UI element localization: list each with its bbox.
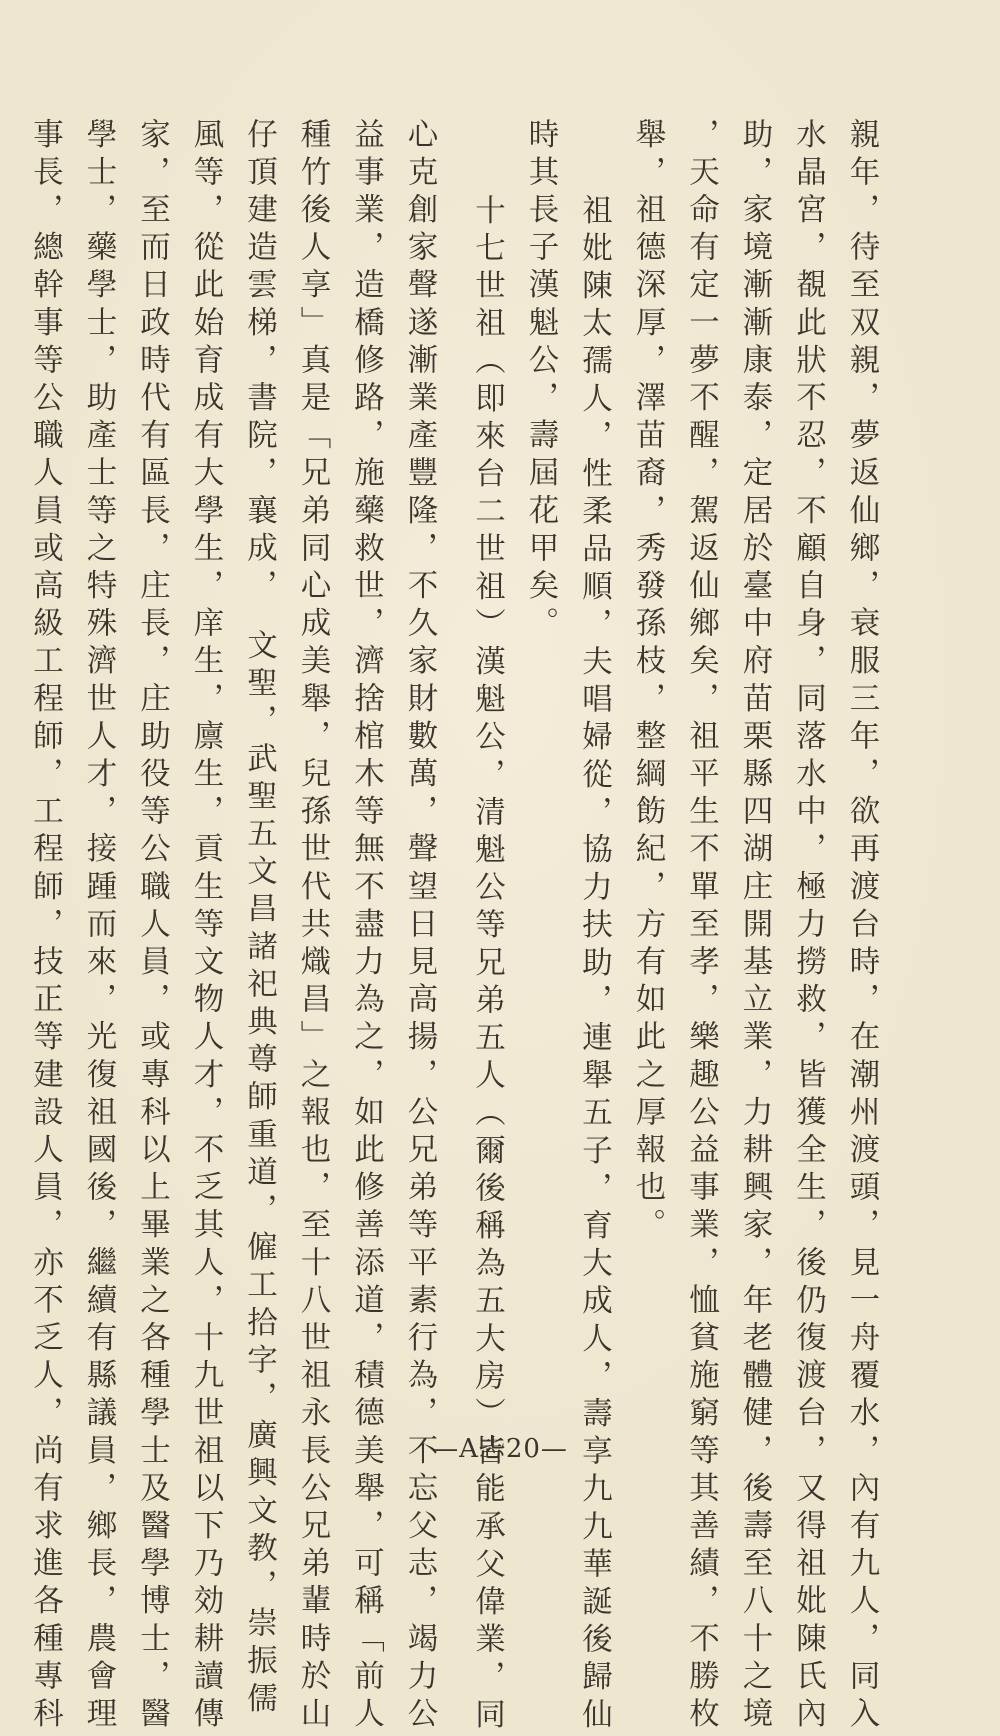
text-column: 心克創家聲遂漸業產豐隆，不久家財數萬，聲望日見高揚，公兄弟等平素行為，不忘父志，竭力公	[402, 118, 437, 1735]
text-column: 祖妣陳太孺人，性柔品順，夫唱婦從，協力扶助，連舉五子，育大成人，壽享九九華誕後歸仙	[576, 194, 612, 1736]
text-column: ，天命有定一夢不醒，駕返仙鄉矣，祖平生不單至孝，樂趣公益事業，恤貧施窮等其善績，不勝枚	[683, 118, 719, 1735]
text-column: 助，家境漸漸康泰，定居於臺中府苗栗縣四湖庄開基立業，力耕興家，年老體健，後壽至八十之境	[737, 118, 772, 1735]
text-column: 事長，總幹事等公職人員或高級工程師，工程師，技正等建設人員，亦不乏人，尚有求進各種專科	[27, 118, 63, 1735]
text-column: 家，至而日政時代有區長，庄長，庄助役等公職人員，或專科以上畢業之各種學士及醫學博士，醫	[134, 118, 170, 1735]
text-column: 水晶宮，覩此狀不忍，不顧自身，同落水中，極力撈救，皆獲全生，後仍復渡台，又得祖妣陳氏內	[790, 118, 826, 1735]
text-column: 十七世祖（即來台二世祖）漢魁公，清魁公等兄弟五人（爾後稱為五大房）皆能承父偉業，同	[469, 194, 505, 1736]
text-column: 舉，祖德深厚，澤苗裔，秀發孫枝，整綱飭紀，方有如此之厚報也。	[630, 118, 665, 1246]
page-number: —A志20—	[432, 1434, 568, 1464]
text-column: 種竹後人享」真是「兄弟同心成美舉，兒孫世代共熾昌」之報也，至十八世祖永長公兄弟輩時於山	[295, 118, 330, 1735]
text-column: 仔頂建造雲梯，書院，襄成， 文聖，武聖五文昌諸祀典尊師重道，僱工拾字，廣興文教，崇振儒	[241, 118, 277, 1720]
text-column: 學士，藥學士，助產士等之特殊濟世人才，接踵而來，光復祖國後，繼續有縣議員，鄉長，農會理	[81, 118, 116, 1735]
text-column: 時其長子漢魁公，壽屆花甲矣。	[523, 118, 558, 645]
text-column: 親年，待至双親，夢返仙鄉，衰服三年，欲再渡台時，在潮州渡頭，見一舟覆水，內有九人，同入	[844, 118, 879, 1735]
text-column: 益事業，造橋修路，施藥救世，濟捨棺木等無不盡力為之，如此修善添道，積德美舉，可稱「前人	[348, 118, 384, 1735]
text-column: 風等，從此始育成有大學生，庠生，廪生，貢生等文物人才，不乏其人，十九世祖以下乃効耕讀傳	[188, 118, 223, 1735]
